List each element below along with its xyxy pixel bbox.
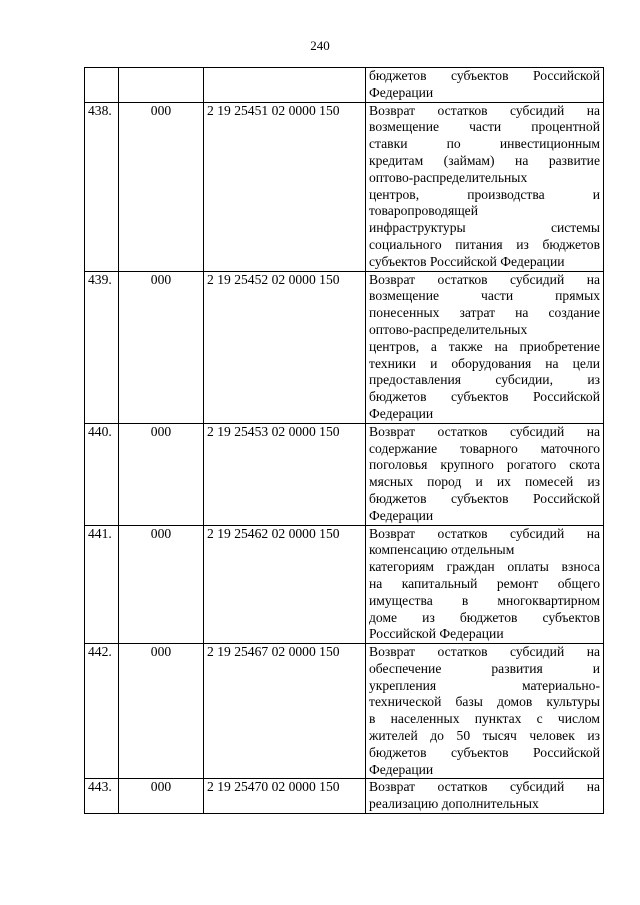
administrator-code-cell: 000 (119, 779, 204, 814)
description-line: технической базы домов культуры (369, 694, 600, 710)
page-number: 240 (310, 38, 330, 53)
table-row (85, 423, 604, 525)
administrator-code-cell: 000 (119, 102, 204, 271)
description-line: содержание товарного маточного (369, 440, 600, 456)
description-line: бюджетов субъектов Российской (369, 68, 600, 83)
description-line: оптово-распределительных (369, 321, 528, 337)
row-number-cell: 440. (85, 423, 119, 525)
description-line: мясных пород и их помесей из (369, 474, 600, 490)
description-line: Федерации (369, 761, 434, 777)
budget-classification-code-cell: 2 19 25462 02 0000 150 (204, 525, 366, 644)
description-line: центров, производства и (369, 186, 600, 202)
description-line: социального питания из бюджетов (369, 236, 600, 252)
table-row (85, 644, 604, 779)
administrator-code-cell (119, 68, 204, 103)
row-number-cell: 438. (85, 102, 119, 271)
description-line: в населенных пунктах с числом (369, 711, 600, 727)
row-number-cell: 442. (85, 644, 119, 779)
description-cell (366, 779, 604, 814)
description-line: на капитальный ремонт общего (369, 575, 600, 591)
description-cell (366, 102, 604, 271)
budget-classification-code-cell: 2 19 25452 02 0000 150 (204, 271, 366, 423)
row-number-cell: 441. (85, 525, 119, 644)
administrator-code-cell: 000 (119, 525, 204, 644)
description-line: центров, а также на приобретение (369, 338, 600, 354)
administrator-code-cell: 000 (119, 644, 204, 779)
description-cell (366, 423, 604, 525)
description-line: Возврат остатков субсидий на (369, 271, 600, 287)
table-row (85, 525, 604, 644)
description-cell (366, 68, 604, 103)
description-line: жителей до 50 тысяч человек из (369, 728, 600, 744)
description-line: возмещение части прямых (369, 288, 600, 304)
table-row (85, 102, 604, 271)
description-line: укрепления материально- (369, 677, 600, 693)
description-line: предоставления субсидии, из (369, 372, 600, 388)
description-line: обеспечение развития и (369, 660, 600, 676)
description-line: реализацию дополнительных (369, 796, 539, 812)
administrator-code-cell: 000 (119, 271, 204, 423)
description-line: бюджетов субъектов Российской (369, 389, 600, 405)
description-line: оптово-распределительных (369, 169, 528, 185)
budget-codes-table (84, 67, 604, 814)
description-line: субъектов Российской Федерации (369, 253, 565, 269)
description-line: Возврат остатков субсидий на (369, 779, 600, 795)
description-line: ставки по инвестиционным (369, 136, 600, 152)
description-line: возмещение части процентной (369, 119, 600, 135)
description-line: понесенных затрат на создание (369, 305, 600, 321)
description-line: доме из бюджетов субъектов (369, 609, 600, 625)
description-line: кредитам (займам) на развитие (369, 152, 600, 168)
row-number-cell: 443. (85, 779, 119, 814)
table-body (85, 68, 604, 814)
description-line: бюджетов субъектов Российской (369, 490, 600, 506)
description-line: Федерации (369, 405, 434, 421)
budget-classification-code-cell: 2 19 25451 02 0000 150 (204, 102, 366, 271)
description-cell (366, 525, 604, 644)
description-cell (366, 271, 604, 423)
row-number-cell: 439. (85, 271, 119, 423)
description-line: Федерации (369, 507, 434, 523)
description-line: имущества в многоквартирном (369, 592, 600, 608)
administrator-code-cell: 000 (119, 423, 204, 525)
description-line: товаропроводящей (369, 203, 478, 219)
row-number-cell (85, 68, 119, 103)
budget-classification-code-cell (204, 68, 366, 103)
description-line: категориям граждан оплаты взноса (369, 559, 600, 575)
description-line: поголовья крупного рогатого скота (369, 457, 600, 473)
table-row (85, 68, 604, 103)
table-row (85, 271, 604, 423)
budget-classification-code-cell: 2 19 25467 02 0000 150 (204, 644, 366, 779)
description-line: Федерации (369, 84, 434, 100)
description-line: Возврат остатков субсидий на (369, 102, 600, 118)
description-cell (366, 644, 604, 779)
description-line: Возврат остатков субсидий на (369, 525, 600, 541)
description-line: бюджетов субъектов Российской (369, 744, 600, 760)
budget-classification-code-cell: 2 19 25453 02 0000 150 (204, 423, 366, 525)
table-row (85, 779, 604, 814)
description-line: инфраструктуры системы (369, 220, 600, 236)
budget-classification-code-cell: 2 19 25470 02 0000 150 (204, 779, 366, 814)
description-line: компенсацию отдельным (369, 542, 515, 558)
description-line: Возврат остатков субсидий на (369, 423, 600, 439)
description-line: Возврат остатков субсидий на (369, 644, 600, 660)
description-line: Российской Федерации (369, 626, 504, 642)
description-line: техники и оборудования на цели (369, 355, 600, 371)
